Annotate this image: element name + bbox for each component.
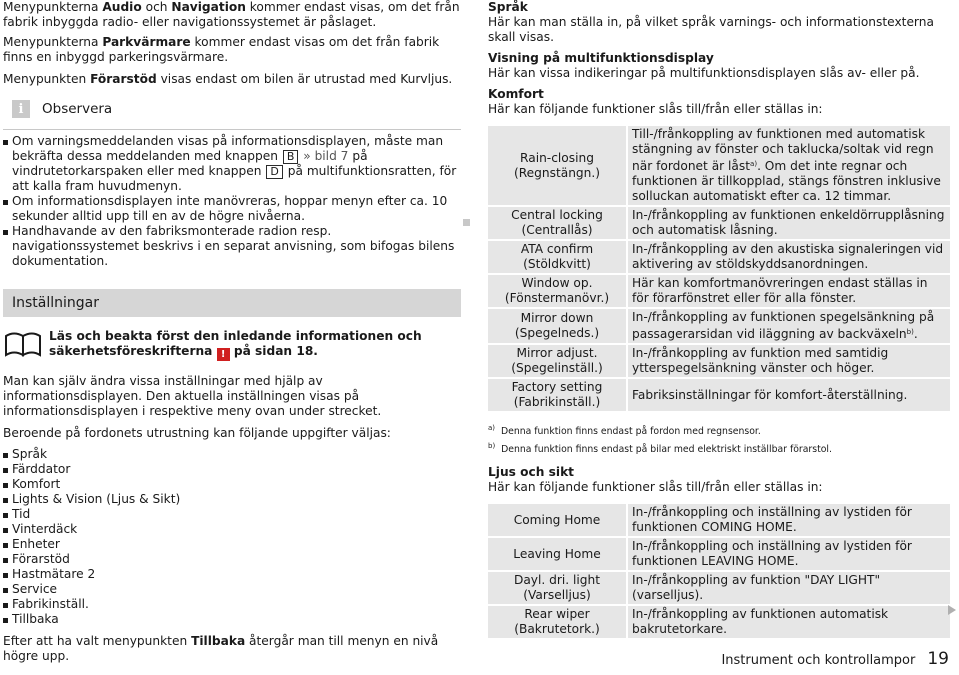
column-marker [463, 219, 470, 226]
table-key: Leaving Home [488, 537, 627, 571]
page-number: 19 [927, 649, 949, 669]
intro-paragraph-3: Menypunkten Förarstöd visas endast om bilen är utrustad med Kurvljus. [3, 72, 453, 86]
table-value: In-/frånkoppling av funktionen enkeldörrupplåsning och automatisk låsning. [627, 206, 950, 240]
menu-item-farddator: Färddator [3, 462, 461, 477]
page-footer [721, 649, 949, 669]
menu-item-hastmatare: Hastmätare 2 [3, 567, 461, 582]
table-value: In-/frånkoppling av funktion "DAY LIGHT"(varselljus). [627, 571, 950, 605]
settings-options-intro: Beroende på fordonets utrustning kan följande uppgifter väljas: [3, 426, 391, 440]
table-key: Window op. (Fönstermanövr.) [488, 274, 627, 308]
left-column [3, 0, 461, 664]
menu-item-komfort: Komfort [3, 477, 461, 492]
menu-item-service: Service [3, 582, 461, 597]
menu-item-sprak: Språk [3, 447, 461, 462]
note-header [3, 95, 461, 123]
back-instruction: Efter att ha valt menypunkten Tillbaka återgår man till menyn en nivå högre upp. [3, 634, 439, 663]
note-list [3, 134, 461, 269]
table-value: In-/frånkoppling av funktionen spegelsänkning på passagerarsidan vid iläggning av backväxeln$^{b)}$. [627, 308, 950, 344]
intro-paragraph-1: Menypunkterna Audio och Navigation kommer endast visas, om det från fabrik inbyggda radio- eller navigationssystemet är påslaget. [3, 0, 460, 29]
key-b-glyph: B [283, 150, 299, 164]
table-key: Mirror adjust. (Spegelinställ.) [488, 344, 627, 378]
warning-icon[interactable]: ! [217, 348, 230, 361]
table-row [488, 206, 950, 240]
table-row [488, 378, 950, 412]
menu-item-vinterdack: Vinterdäck [3, 522, 461, 537]
ljus-text: Här kan följande funktioner slås till/från eller ställas in: [488, 480, 823, 495]
table-key: ATA confirm (Stöldkvitt) [488, 240, 627, 274]
safety-reference [3, 329, 461, 361]
book-icon [3, 329, 43, 357]
footnote: $^{b)}$ Denna funktion finns endast på bilar med elektriskt inställbar förarstol. [488, 442, 832, 456]
sprak-heading: Språk [488, 0, 528, 14]
table-row [488, 274, 950, 308]
intro-paragraph-2: Menypunkterna Parkvärmare kommer endast visas om det från fabrik finns en inbyggd parkeringsvärmare. [3, 35, 440, 64]
footnote: $^{a)}$ Denna funktion finns endast på fordon med regnsensor. [488, 424, 761, 438]
settings-menu-list [3, 447, 461, 627]
table-key: Mirror down (Spegelneds.) [488, 308, 627, 344]
menu-item-enheter: Enheter [3, 537, 461, 552]
table-value: In-/frånkoppling av den akustiska signaleringen vid aktivering av stöldskyddsanordningen. [627, 240, 950, 274]
note-title: Observera [42, 100, 113, 117]
section-title-bar: Inställningar [3, 289, 461, 317]
table-key: Factory setting (Fabrikinställ.) [488, 378, 627, 412]
table-row [488, 537, 950, 571]
table-row [488, 240, 950, 274]
table-value: Fabriksinställningar för komfort-återställning. [627, 378, 950, 412]
table-value: Till-/frånkoppling av funktionen med automatisk stängning av fönster och taklucka/soltak vid regn när fordonet är låst$^{a)}$. Om det inte regnar och funktionen är tillkopplad, stängs fönstren inklusive solluckan automatiskt efter ca. 12 timmar. [627, 126, 950, 206]
footer-chapter-label: Instrument och kontrollampor [721, 653, 916, 668]
key-d-glyph: D [266, 165, 282, 179]
note-item: Om varningsmeddelanden visas på informationsdisplayen, måste man bekräfta dessa meddelanden med knappen B » bild 7 på vindrutetorkarspaken eller med knappen D på multifunktionsratten, för att kalla fram huvudmenyn. [3, 134, 461, 194]
info-icon: i [12, 100, 30, 118]
table-row [488, 344, 950, 378]
continue-arrow-icon [948, 605, 956, 615]
sprak-text: Här kan man ställa in, på vilket språk varnings- och informationstexterna skall visas. [488, 15, 934, 44]
table-key: Rear wiper (Bakrutetork.) [488, 605, 627, 639]
table-value: In-/frånkoppling och inställning av lystiden för funktionen LEAVING HOME. [627, 537, 950, 571]
table-row [488, 571, 950, 605]
komfort-table [488, 126, 950, 413]
settings-intro-paragraph: Man kan själv ändra vissa inställningar med hjälp av informationsdisplayen. Den aktuella inställningen visas på informationsdisplayen i respektive meny ovan under strecket. [3, 374, 382, 418]
menu-item-lights-vision: Lights & Vision (Ljus & Sikt) [3, 492, 461, 507]
ljus-heading: Ljus och sikt [488, 465, 574, 480]
safety-reference-text: Läs och beakta först den inledande informationen och säkerhetsföreskrifterna ! på sidan 18. [49, 329, 422, 360]
note-divider [3, 129, 461, 130]
table-key: Coming Home [488, 504, 627, 537]
footnotes [488, 421, 950, 457]
menu-item-forarstod: Förarstöd [3, 552, 461, 567]
table-key: Central locking (Centrallås) [488, 206, 627, 240]
table-row [488, 605, 950, 639]
note-item: Om informationsdisplayen inte manövreras, hoppar menyn efter ca. 10 sekunder alltid upp till en av de högre nivåerna. [3, 194, 461, 224]
table-row [488, 504, 950, 537]
table-value: Här kan komfortmanövreringen endast ställas in för förarfönstret eller för alla fönster. [627, 274, 950, 308]
menu-item-fabrikinstall: Fabrikinställ. [3, 597, 461, 612]
ljus-table [488, 504, 950, 640]
figure-reference-link[interactable]: » bild 7 [303, 149, 349, 163]
note-item: Handhavande av den fabriksmonterade radion resp. navigationssystemet beskrivs i en separat anvisning, som bifogas bilens dokumentation. [3, 224, 461, 269]
table-value: In-/frånkoppling av funktion med samtidig ytterspegelsänkning vänster och höger. [627, 344, 950, 378]
right-column [488, 0, 950, 640]
menu-item-tid: Tid [3, 507, 461, 522]
table-value: In-/frånkoppling av funktionen automatisk bakrutetorkare. [627, 605, 950, 639]
menu-item-tillbaka: Tillbaka [3, 612, 461, 627]
table-row [488, 126, 950, 206]
table-row [488, 308, 950, 344]
table-value: In-/frånkoppling och inställning av lystiden för funktionen COMING HOME. [627, 504, 950, 537]
visning-heading: Visning på multifunktionsdisplay [488, 51, 714, 65]
table-key: Rain-closing (Regnstängn.) [488, 126, 627, 206]
komfort-heading: Komfort [488, 87, 544, 101]
table-key: Dayl. dri. light (Varselljus) [488, 571, 627, 605]
komfort-text: Här kan följande funktioner slås till/från eller ställas in: [488, 102, 823, 116]
visning-text: Här kan vissa indikeringar på multifunktionsdisplayen slås av- eller på. [488, 66, 920, 80]
